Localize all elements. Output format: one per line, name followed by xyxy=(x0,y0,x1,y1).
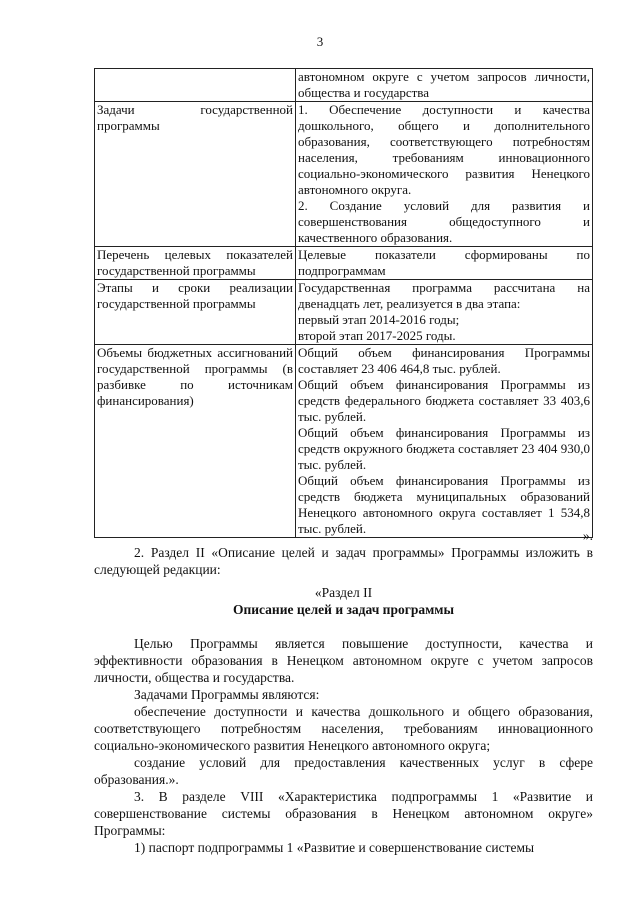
row-label-cell xyxy=(95,247,296,280)
row-label-cell xyxy=(95,69,296,102)
row-label-text: Объемы бюджетных ассигнований государственной программы (в разбивке по источникам финансирования) xyxy=(97,345,293,408)
row-value-text: первый этап 2014-2016 годы; xyxy=(298,312,460,327)
row-value-cell xyxy=(296,280,593,345)
item-3-1-paragraph: 1) паспорт подпрограммы 1 «Развитие и совершенствование системы xyxy=(134,840,535,855)
section-title: Описание целей и задач программы xyxy=(232,602,455,617)
goal-paragraph: Целью Программы является повышение доступности, качества и эффективности образования в Ненецком автономном округе с учетом запросов личности, общества и государства. xyxy=(94,636,593,685)
row-value-text: Общий объем финансирования Программы составляет 23 406 464,8 тыс. рублей. xyxy=(298,345,590,376)
item-2-paragraph: 2. Раздел II «Описание целей и задач программы» Программы изложить в следующей редакции: xyxy=(94,545,593,577)
task-1-paragraph: обеспечение доступности и качества дошкольного и общего образования, соответствующего потребностям населения, требованиям инновационного социально-экономического развития Ненецкого автономного округа; xyxy=(94,704,593,753)
table-row xyxy=(95,102,593,247)
row-value-text: Общий объем финансирования Программы из средств окружного бюджета составляет 23 404 930,0 тыс. рублей. xyxy=(298,425,590,472)
row-label-cell xyxy=(95,280,296,345)
table-row xyxy=(95,345,593,538)
row-label-cell xyxy=(95,102,296,247)
row-label-text: Перечень целевых показателей государственной программы xyxy=(97,247,293,278)
row-value-cell xyxy=(296,69,593,102)
task-2-paragraph: создание условий для предоставления качественных услуг в сфере образования.». xyxy=(94,755,593,787)
row-value-text: 2. Создание условий для развития и совершенствования общедоступного и качественного образования. xyxy=(298,198,590,245)
row-value-text: Общий объем финансирования Программы из средств федерального бюджета составляет 33 403,6 тыс. рублей. xyxy=(298,377,590,424)
row-label-text: Этапы и сроки реализации государственной программы xyxy=(97,280,293,311)
closing-quote: ». xyxy=(582,528,593,543)
row-value-cell xyxy=(296,247,593,280)
row-value-cell xyxy=(296,102,593,247)
table-row xyxy=(95,247,593,280)
section-label: «Раздел II xyxy=(314,585,373,600)
row-value-text: Целевые показатели сформированы по подпрограммам xyxy=(298,247,590,278)
row-label-cell xyxy=(95,345,296,538)
row-value-text: 1. Обеспечение доступности и качества дошкольного, общего и дополнительного образования, соответствующего потребностям населения, требованиям инновационного социально-экономического развития Ненецкого автономного округа. xyxy=(298,102,590,197)
row-label-text: Задачи государственной программы xyxy=(97,102,293,133)
row-value-text: Государственная программа рассчитана на двенадцать лет, реализуется в два этапа: xyxy=(298,280,590,311)
table-row xyxy=(95,69,593,102)
row-value-text: Общий объем финансирования Программы из средств бюджета муниципальных образований Ненецкого автономного округа составляет 1 534,8 тыс. рублей. xyxy=(298,473,590,536)
page-number: 3 xyxy=(316,34,324,49)
body-section xyxy=(94,527,593,856)
row-value-text: второй этап 2017-2025 годы. xyxy=(298,328,456,343)
tasks-intro: Задачами Программы являются: xyxy=(134,687,320,702)
item-3-paragraph: 3. В разделе VIII «Характеристика подпрограммы 1 «Развитие и совершенствование системы образования в Ненецком автономном округе» Программы: xyxy=(94,789,593,838)
program-passport-table xyxy=(94,68,593,538)
row-value-text: автономном округе с учетом запросов личности, общества и государства xyxy=(298,69,590,100)
row-value-cell xyxy=(296,345,593,538)
table-row xyxy=(95,280,593,345)
